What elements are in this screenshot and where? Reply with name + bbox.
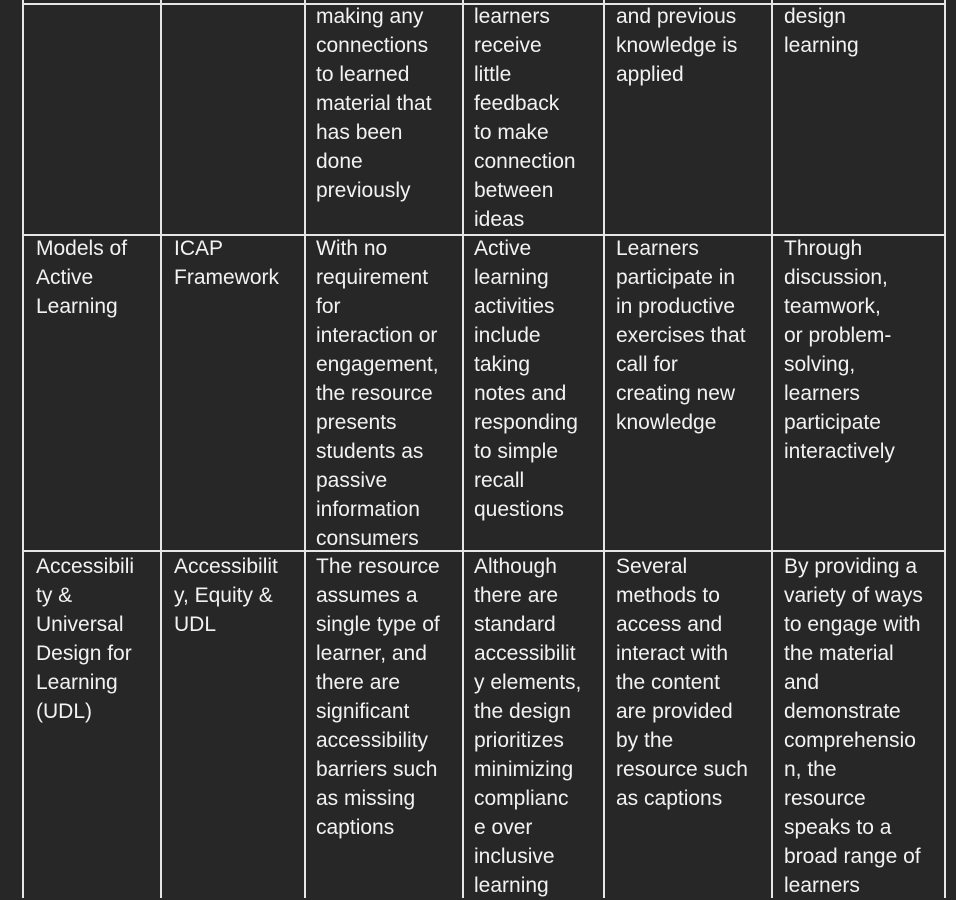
table-cell: Accessibilit y, Equity & UDL: [174, 555, 278, 636]
table-cell: ICAP Framework: [174, 237, 280, 289]
table-cell: making any connections to learned material that has been done previously: [316, 5, 432, 202]
table-cell: Several methods to access and interact with the content are provided by the resource such as captions: [616, 555, 748, 810]
table-cell: Although there are standard accessibilit y elements, the design prioritizes minimizing complianc e over inclusive learning: [474, 555, 582, 897]
table-border: [304, 0, 306, 898]
table-border: [944, 0, 946, 898]
table-border: [462, 0, 464, 898]
table-border: [22, 0, 24, 898]
table-border: [771, 0, 773, 898]
table-border: [160, 0, 162, 898]
table-cell: Active learning activities include taking notes and responding to simple recall questions: [474, 237, 578, 521]
table-cell: and previous knowledge is applied: [616, 5, 738, 86]
table-cell: learners receive little feedback to make connection between ideas: [474, 5, 576, 231]
table-cell: The resource assumes a single type of learner, and there are significant accessibility barriers such as missing captions: [316, 555, 440, 839]
table-cell: With no requirement for interaction or engagement, the resource presents students as passive information consumers: [316, 237, 439, 550]
table-cell: Learners participate in in productive exercises that call for creating new knowledge: [616, 237, 746, 434]
table-cell: design learning: [784, 5, 859, 57]
table-cell: Accessibili ty & Universal Design for Learning (UDL): [36, 555, 135, 723]
table-border: [603, 0, 605, 898]
table-cell: Through discussion, teamwork, or problem- solving, learners participate interactively: [784, 237, 895, 463]
table-cell: By providing a variety of ways to engage with the material and demonstrate comprehensio n, the resource speaks to a broad range of learners: [784, 555, 923, 897]
table-cell: Models of Active Learning: [36, 237, 128, 318]
